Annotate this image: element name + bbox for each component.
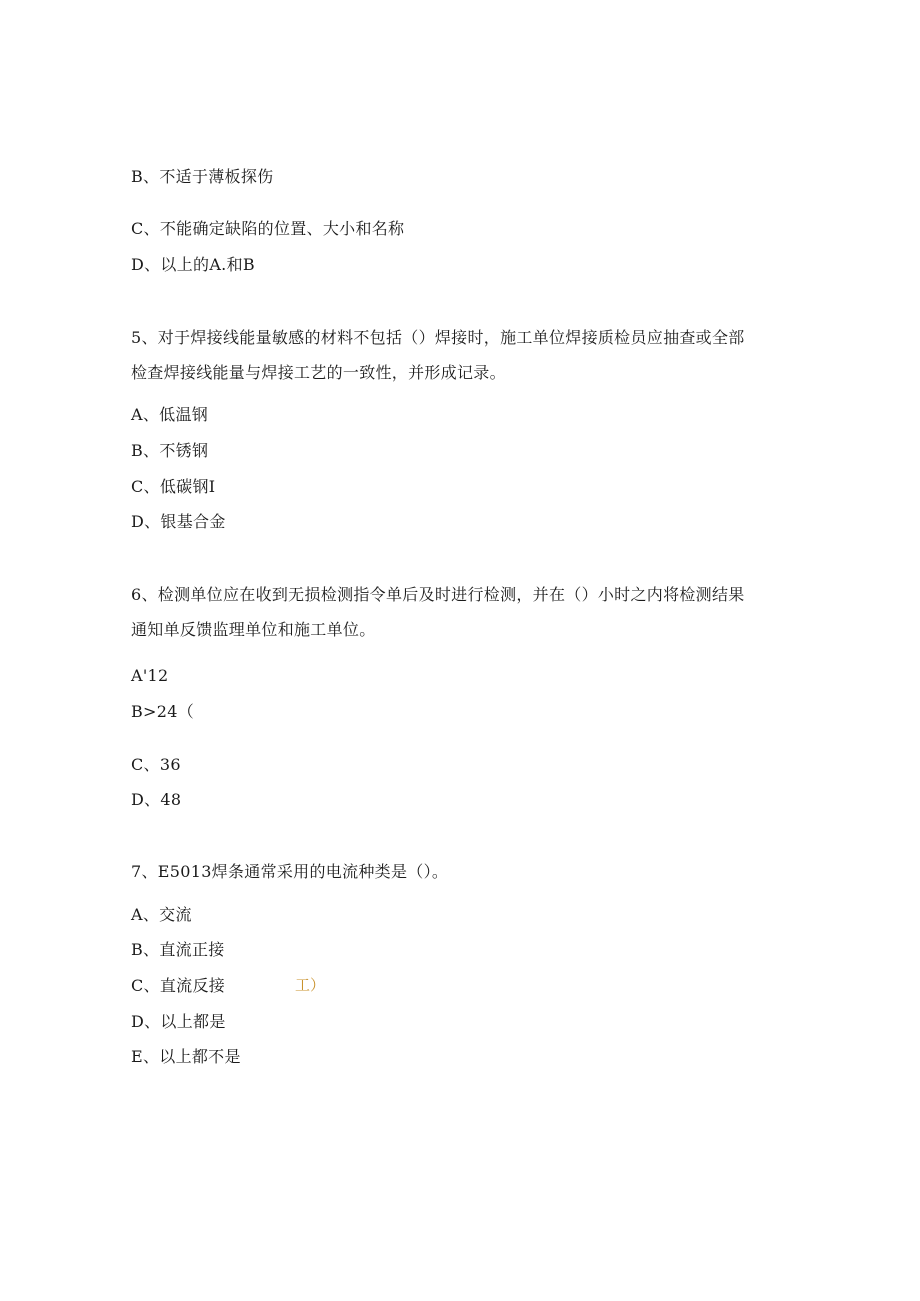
q6-stem-line2: 通知单反馈监理单位和施工单位。 [131,620,376,639]
q6-stem-line1: 6、检测单位应在收到无损检测指令单后及时进行检测，并在（）小时之内将检测结果 [131,585,745,604]
q4-option-d: D、以上的A.和B [131,255,255,274]
q7-option-c: C、直流反接 [131,976,226,995]
q5-option-c: C、低碳钢I [131,477,216,496]
q5-option-d: D、银基合金 [131,512,226,531]
stray-mark-text: 工） [295,976,326,994]
q7-option-b: B、直流正接 [131,940,225,959]
q7-option-e: E、以上都不是 [131,1047,241,1066]
q6-option-d: D、48 [131,790,182,809]
q4-option-b: B、不适于薄板探伤 [131,167,274,186]
q6-option-a: A'12 [131,666,169,685]
q7-stem: 7、E5013焊条通常采用的电流种类是（）。 [131,862,449,881]
q5-stem-line2: 检查焊接线能量与焊接工艺的一致性，并形成记录。 [131,363,506,382]
q5-option-b: B、不锈钢 [131,441,209,460]
q5-stem-line1: 5、对于焊接线能量敏感的材料不包括（）焊接时，施工单位焊接质检员应抽查或全部 [131,328,745,347]
q5-option-a: A、低温钢 [131,405,209,424]
q6-option-b: B>24（ [131,702,195,721]
q7-option-d: D、以上都是 [131,1012,226,1031]
q4-option-c: C、不能确定缺陷的位置、大小和名称 [131,219,405,238]
q6-option-c: C、36 [131,755,181,774]
q7-option-a: A、交流 [131,905,192,924]
